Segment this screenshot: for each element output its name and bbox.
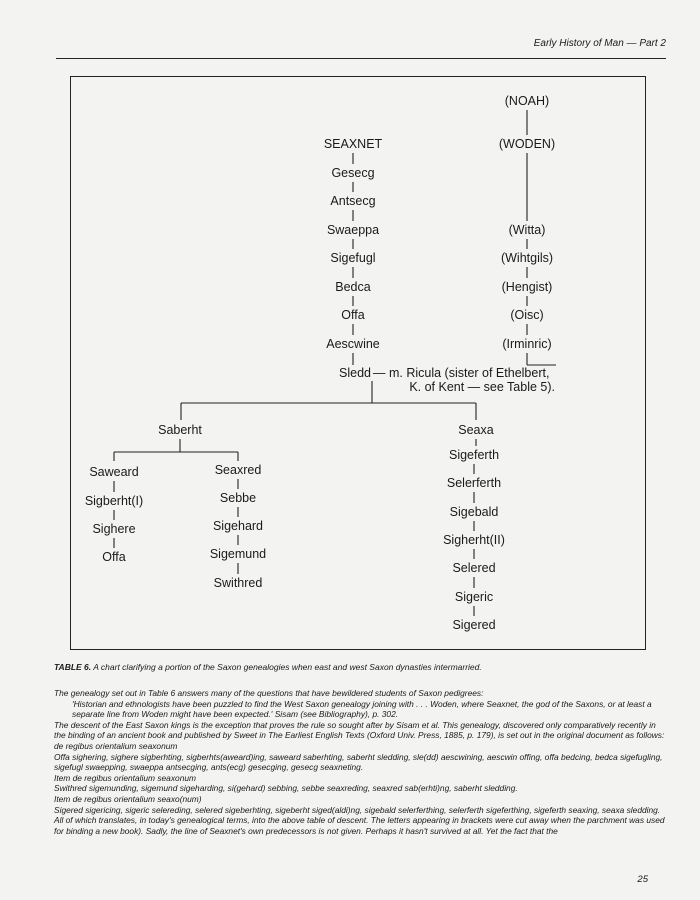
latin-heading-2: Item de regibus orientalium seaxonum bbox=[54, 772, 196, 783]
seaxred-line-1: Sebbe bbox=[219, 491, 257, 505]
paragraph-1: The genealogy set out in Table 6 answers many of the questions that have bewildered students of Saxon pedigrees: bbox=[54, 688, 484, 698]
latin-heading-1: de regibus orientalium seaxonum bbox=[54, 740, 178, 751]
paragraph-3: The descent of the East Saxon kings is the exception that proves the rule so sought after by Sisam et al. This genealogy, discovered only comparatively recently in the binding of an ancient book and published by Sweet in The Earliest English Texts (Oxford Univ. Press, 1885, p. 179), is set out in the original document as follows: bbox=[54, 719, 665, 741]
table-caption bbox=[54, 662, 664, 672]
seaxnet-line-5: Bedca bbox=[335, 280, 371, 294]
seaxa-line-1: Selerferth bbox=[446, 476, 502, 490]
saweard-line-2: Sighere bbox=[92, 522, 136, 536]
latin-text-3: Sigered sigericing, sigeric selereding, selered sigeberhting, sigeberht siged(aldi)ng, sigebald selerferthing, selerferth sigeferthing, sigeferth seaxing, seaxa sledding. bbox=[54, 804, 661, 815]
woden-line-lower-2: (Hengist) bbox=[501, 280, 553, 294]
page-number: 25 bbox=[637, 874, 648, 885]
seaxred-line-4: Swithred bbox=[213, 576, 263, 590]
latin-text-1: Offa sighering, sighere sigberhting, sigberhts(aweard)ing, saweard saberhting, saberht sledding, sle(dd) aescwining, aescwin offing, offa bedcing, bedca sigefugling, sigefugl swaepping, swaeppa antsecging, ants(ecg) gesecging, gesecg seaxneting. bbox=[54, 751, 663, 773]
woden-line-1: (WODEN) bbox=[498, 137, 556, 151]
seaxnet-line-6: Offa bbox=[341, 308, 365, 322]
seaxnet-line-4: Sigefugl bbox=[330, 251, 376, 265]
marriage-note-1: — m. Ricula (sister of Ethelbert, bbox=[373, 366, 550, 380]
seaxa-line-4: Selered bbox=[452, 561, 496, 575]
marriage-note-2: K. of Kent — see Table 5). bbox=[409, 380, 555, 394]
woden-line-0: (NOAH) bbox=[504, 94, 550, 108]
woden-line-lower-0: (Witta) bbox=[508, 223, 546, 237]
seaxa-line-6: Sigered bbox=[452, 618, 496, 632]
latin-text-2: Swithred sigemunding, sigemund sigeharding, si(gehard) sebbing, sebbe seaxreding, seaxred sab(erhti)ng, saberht sledding. bbox=[54, 783, 518, 794]
seaxa-line-3: Sigherht(II) bbox=[443, 533, 505, 547]
latin-heading-3: Item de regibus orientalium seaxo(num) bbox=[54, 793, 202, 804]
saberht-name: Saberht bbox=[158, 423, 202, 437]
tree-labels bbox=[85, 94, 555, 632]
seaxnet-line-2: Antsecg bbox=[330, 194, 376, 208]
saweard-line-3: Offa bbox=[102, 550, 126, 564]
seaxnet-line-3: Swaeppa bbox=[326, 223, 380, 237]
sledd-name: Sledd bbox=[339, 366, 371, 380]
seaxnet-line-1: Gesecg bbox=[331, 166, 375, 180]
seaxa-line-5: Sigeric bbox=[454, 590, 494, 604]
paragraph-10: All of which translates, in today's genealogical terms, into the above table of descent. The letters appearing in brackets were cut away when the parchment was used for binding a new book). Sadly, the line of Seaxnet's own predecessors is not given. Perhaps it hasn't survived at all. Yet the fact that the bbox=[54, 815, 665, 836]
body-text bbox=[54, 688, 666, 836]
saweard-line-0: Saweard bbox=[89, 465, 139, 479]
seaxred-line-3: Sigemund bbox=[209, 547, 267, 561]
saweard-line-1: Sigberht(I) bbox=[84, 494, 144, 508]
caption-label: TABLE 6. bbox=[54, 662, 92, 672]
quote-paragraph: 'Historian and ethnologists have been puzzled to find the West Saxon genealogy joining with . . . Woden, where Seaxnet, the god of the Saxons, or at least a separate line from Woden might have been expected.' Sisam (see Bibliography), p. 302. bbox=[72, 698, 652, 720]
woden-line-lower-4: (Irminric) bbox=[502, 337, 552, 351]
seaxa-line-0: Sigeferth bbox=[448, 448, 500, 462]
seaxnet-line-0: SEAXNET bbox=[323, 137, 383, 151]
seaxnet-line-7: Aescwine bbox=[326, 337, 380, 351]
seaxa-line-2: Sigebald bbox=[449, 505, 499, 519]
seaxred-line-0: Seaxred bbox=[214, 463, 262, 477]
woden-line-lower-3: (Oisc) bbox=[510, 308, 544, 322]
caption-text: A chart clarifying a portion of the Saxon genealogies when east and west Saxon dynasties intermarried. bbox=[93, 662, 482, 672]
seaxa-name: Seaxa bbox=[458, 423, 494, 437]
woden-line-lower-1: (Wihtgils) bbox=[500, 251, 554, 265]
running-header: Early History of Man — Part 2 bbox=[533, 38, 666, 49]
seaxred-line-2: Sigehard bbox=[212, 519, 264, 533]
